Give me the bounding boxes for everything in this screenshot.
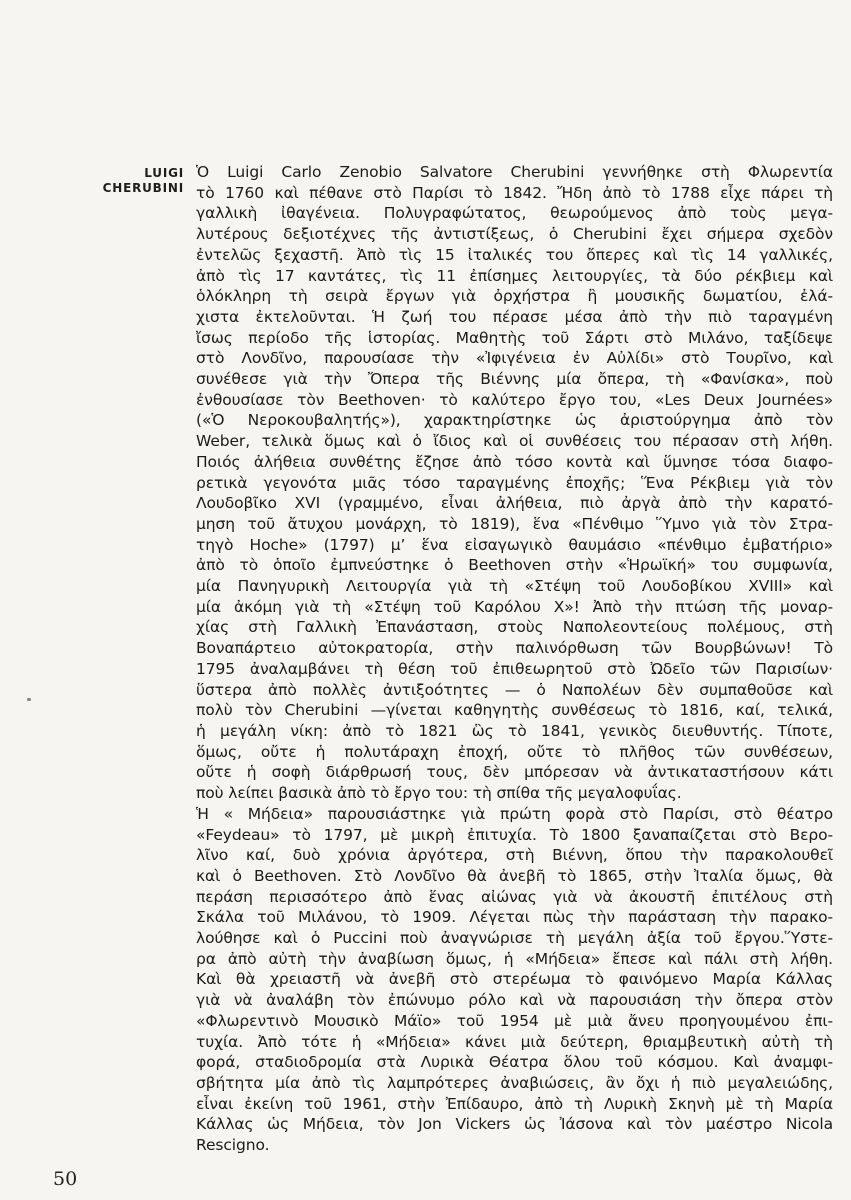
text-line: γαλλικὴ ἰθαγένεια. Πολυγραφώτατος, θεωρούμενος ἀπὸ τοὺς μεγα- [196, 204, 833, 223]
text-line: 1795 ἀναλαμβάνει τὴ θέση τοῦ ἐπιθεωρητοῦ στὸ Ὠδεῖο τῶν Παρισίων· [196, 659, 833, 678]
text-line: μηση τοῦ ἄτυχου μονάρχη, τὸ 1819), ἕνα «Πένθιμο Ὕμνο γιὰ τὸν Στρα- [196, 514, 833, 533]
margin-label-line2: CHERUBINI [102, 180, 184, 195]
text-line: συνέθεσε γιὰ τὴν Ὄπερα τῆς Βιέννης μία ὄπερα, τὴ «Φανίσκα», ποὺ [196, 370, 833, 389]
text-line: Ποιός ἀλήθεια συνθέτης ἔζησε ἀπὸ τόσο κοντὰ καὶ ὕμνησε τόσα διαφο- [196, 452, 833, 471]
text-line: ρετικὰ γεγονότα μιᾶς τόσο ταραγμένης ἐποχῆς; Ἕνα Ρέκβιεμ γιὰ τὸν [196, 473, 833, 492]
text-line: στὸ Λονδῖνο, παρουσίασε τὴν «Ἰφιγένεια ἐν Αὐλίδι» στὸ Τουρῖνο, καὶ [196, 349, 833, 368]
text-line: «Φλωρεντινὸ Μουσικὸ Μάϊο» τοῦ 1954 μὲ μιὰ ἄνευ προηγουμένου ἐπι- [196, 1011, 833, 1030]
text-line: φορά, σταδιοδρομία στὰ Λυρικὰ Θέατρα ὅλου τοῦ κόσμου. Καὶ ἀναμφι- [196, 1053, 833, 1072]
text-line: Weber, τελικὰ ὅμως καὶ ὁ ἴδιος καὶ οἱ συνθέσεις του πέρασαν στὴ λήθη. [196, 432, 833, 451]
margin-label-line1: LUIGI [144, 166, 184, 180]
text-line: Βοναπάρτειο αὐτοκρατορία, στὴν παλινόρθωση τῶν Βουρβώνων! Τὸ [196, 639, 833, 658]
margin-label [34, 166, 184, 195]
text-line: ρα ἀπὸ αὐτὴ τὴν ἀναβίωση ὅμως, ἡ «Μήδεια» ἔπεσε καὶ πάλι στὴ λήθη. [196, 949, 833, 968]
ink-speck [27, 698, 31, 701]
text-line: ἀπὸ τὸ ὁποῖο ἐμπνεύστηκε ὁ Beethoven στὴν «Ἡρωϊκή» του συμφωνία, [196, 556, 833, 575]
text-line: ποὺ λείπει βασικὰ ἀπὸ τὸ ἔργο του: τὴ σπίθα τῆς μεγαλοφυΐας. [196, 784, 682, 803]
text-line: ἡ μεγάλη νίκη: ἀπὸ τὸ 1821 ὣς τὸ 1841, γενικὸς διευθυντής. Τίποτε, [196, 721, 833, 740]
page-number: 50 [53, 1168, 78, 1190]
text-line: Κάλλας ὡς Μήδεια, τὸν Jon Vickers ὡς Ἰάσονα καὶ τὸν μαέστρο Nicola [196, 1115, 833, 1134]
text-line: ἀπὸ τὶς 17 καντάτες, τὶς 11 ἐπίσημες λειτουργίες, τὰ δύο ρέκβιεμ καὶ [196, 266, 833, 285]
text-line: ἴσως περίοδο τῆς ἱστορίας. Μαθητὴς τοῦ Σάρτι στὸ Μιλάνο, ταξίδεψε [196, 328, 833, 347]
body-text [196, 162, 833, 1156]
text-line: «Feydeau» τὸ 1797, μὲ μικρὴ ἐπιτυχία. Τὸ 1800 ξαναπαίζεται στὸ Βερο- [196, 825, 833, 844]
text-line: ὅμως, οὔτε ἡ πολυτάραχη ἐποχή, οὔτε τὸ πλῆθος τῶν συνθέσεων, [196, 742, 833, 761]
text-line: Ἡ « Μήδεια» παρουσιάστηκε γιὰ πρώτη φορὰ στὸ Παρίσι, στὸ θέατρο [196, 804, 833, 823]
text-line: μία Πανηγυρικὴ Λειτουργία γιὰ τὴ «Στέψη τοῦ Λουδοβίκου XVIII» καὶ [196, 577, 833, 596]
text-line: περάση περισσότερο ἀπὸ ἕνας αἰώνας γιὰ νὰ ἀκουστῆ ἐπιτέλους στὴ [196, 887, 833, 906]
text-line: Λουδοβῖκο XVI (γραμμένο, εἶναι ἀλήθεια, πιὸ ἀργὰ ἀπὸ τὴν καρατό- [196, 494, 833, 513]
text-line: οὔτε ἡ σοφὴ διάρθρωσή τους, δὲν μπόρεσαν νὰ ἀντικαταστήσουν κάτι [196, 763, 833, 782]
text-line: Σκάλα τοῦ Μιλάνου, τὸ 1909. Λέγεται πὼς τὴν παράσταση τὴν παρακο- [196, 908, 833, 927]
text-line: ἐντελῶς ξεχαστῆ. Ἀπὸ τὶς 15 ἰταλικές του ὄπερες καὶ τὶς 14 γαλλικές, [196, 245, 833, 264]
text-line: ὕστερα ἀπὸ πολλὲς ἀντιξοότητες — ὁ Ναπολέων δὲν συμπαθοῦσε καὶ [196, 680, 833, 699]
text-line: («Ὁ Νεροκουβαλητής»), χαρακτηρίστηκε ὡς ἀριστούργημα ἀπὸ τὸν [196, 411, 833, 430]
text-line: Rescigno. [196, 1136, 270, 1155]
text-line: εἶναι ἐκείνη τοῦ 1961, στὴν Ἐπίδαυρο, ἀπὸ τὴ Λυρικὴ Σκηνὴ μὲ τὴ Μαρία [196, 1094, 833, 1113]
text-line: ὁλόκληρη τὴ σειρὰ ἔργων γιὰ ὀρχήστρα ἢ μουσικῆς δωματίου, ἐλά- [196, 287, 833, 306]
text-line: Καὶ θὰ χρειαστῆ νὰ ἀνεβῆ στὸ στερέωμα τὸ φαινόμενο Μαρία Κάλλας [196, 970, 833, 989]
text-line: Ὁ Luigi Carlo Zenobio Salvatore Cherubini γεννήθηκε στὴ Φλωρεντία [196, 163, 833, 181]
text-line: λυτέρους δεξιοτέχνες τῆς ἀντιστίξεως, ὁ Cherubini ἔχει σήμερα σχεδὸν [196, 225, 833, 244]
text-line: σβήτητα μία ἀπὸ τὶς λαμπρότερες ἀναβιώσεις, ἂν ὄχι ἡ πιὸ μεγαλειώδης, [196, 1073, 833, 1092]
text-line: χιστα ἐκτελοῦνται. Ἡ ζωή του πέρασε μέσα ἀπὸ τὴν πιὸ ταραγμένη [196, 307, 833, 326]
text-line: τυχία. Ἀπὸ τότε ἡ «Μήδεια» κάνει μιὰ δεύτερη, θριαμβευτικὴ αὐτὴ τὴ [196, 1032, 833, 1051]
text-line: τὸ 1760 καὶ πέθανε στὸ Παρίσι τὸ 1842. Ἤδη ἀπὸ τὸ 1788 εἶχε πάρει τὴ [196, 183, 833, 202]
text-line: λῖνο καί, δυὸ χρόνια ἀργότερα, στὴ Βιέννη, ὅπου τὴν παρακολουθεῖ [196, 846, 833, 865]
text-line: πολὺ τὸν Cherubini —γίνεται καθηγητὴς συνθέσεως τὸ 1816, καί, τελικά, [196, 701, 833, 720]
text-line: ἐνθουσίασε τὸν Beethoven· τὸ καλύτερο ἔργο του, «Les Deux Journées» [196, 390, 833, 409]
text-line: χίας στὴ Γαλλικὴ Ἐπανάσταση, στοὺς Ναπολεοντείους πολέμους, στὴ [196, 618, 833, 637]
text-line: λούθησε καὶ ὁ Puccini ποὺ ἀναγνώρισε τὴ μεγάλη ἀξία τοῦ ἔργου.Ὕστε- [196, 929, 833, 948]
text-line: μία ἀκόμη γιὰ τὴ «Στέψη τοῦ Καρόλου Χ»! Ἀπὸ τὴν πτώση τῆς μοναρ- [196, 597, 833, 616]
text-line: καὶ ὁ Beethoven. Στὸ Λονδῖνο θὰ ἀνεβῆ τὸ 1865, στὴν Ἰταλία ὅμως, θὰ [196, 866, 833, 885]
text-line: τηγὸ Hoche» (1797) μ’ ἕνα εἰσαγωγικὸ θαυμάσιο «πένθιμο ἐμβατήριο» [196, 535, 833, 554]
text-line: γιὰ νὰ ἀναλάβη τὸν ἐπώνυμο ρόλο καὶ νὰ παρουσιάση τὴν ὄπερα στὸν [196, 991, 833, 1010]
